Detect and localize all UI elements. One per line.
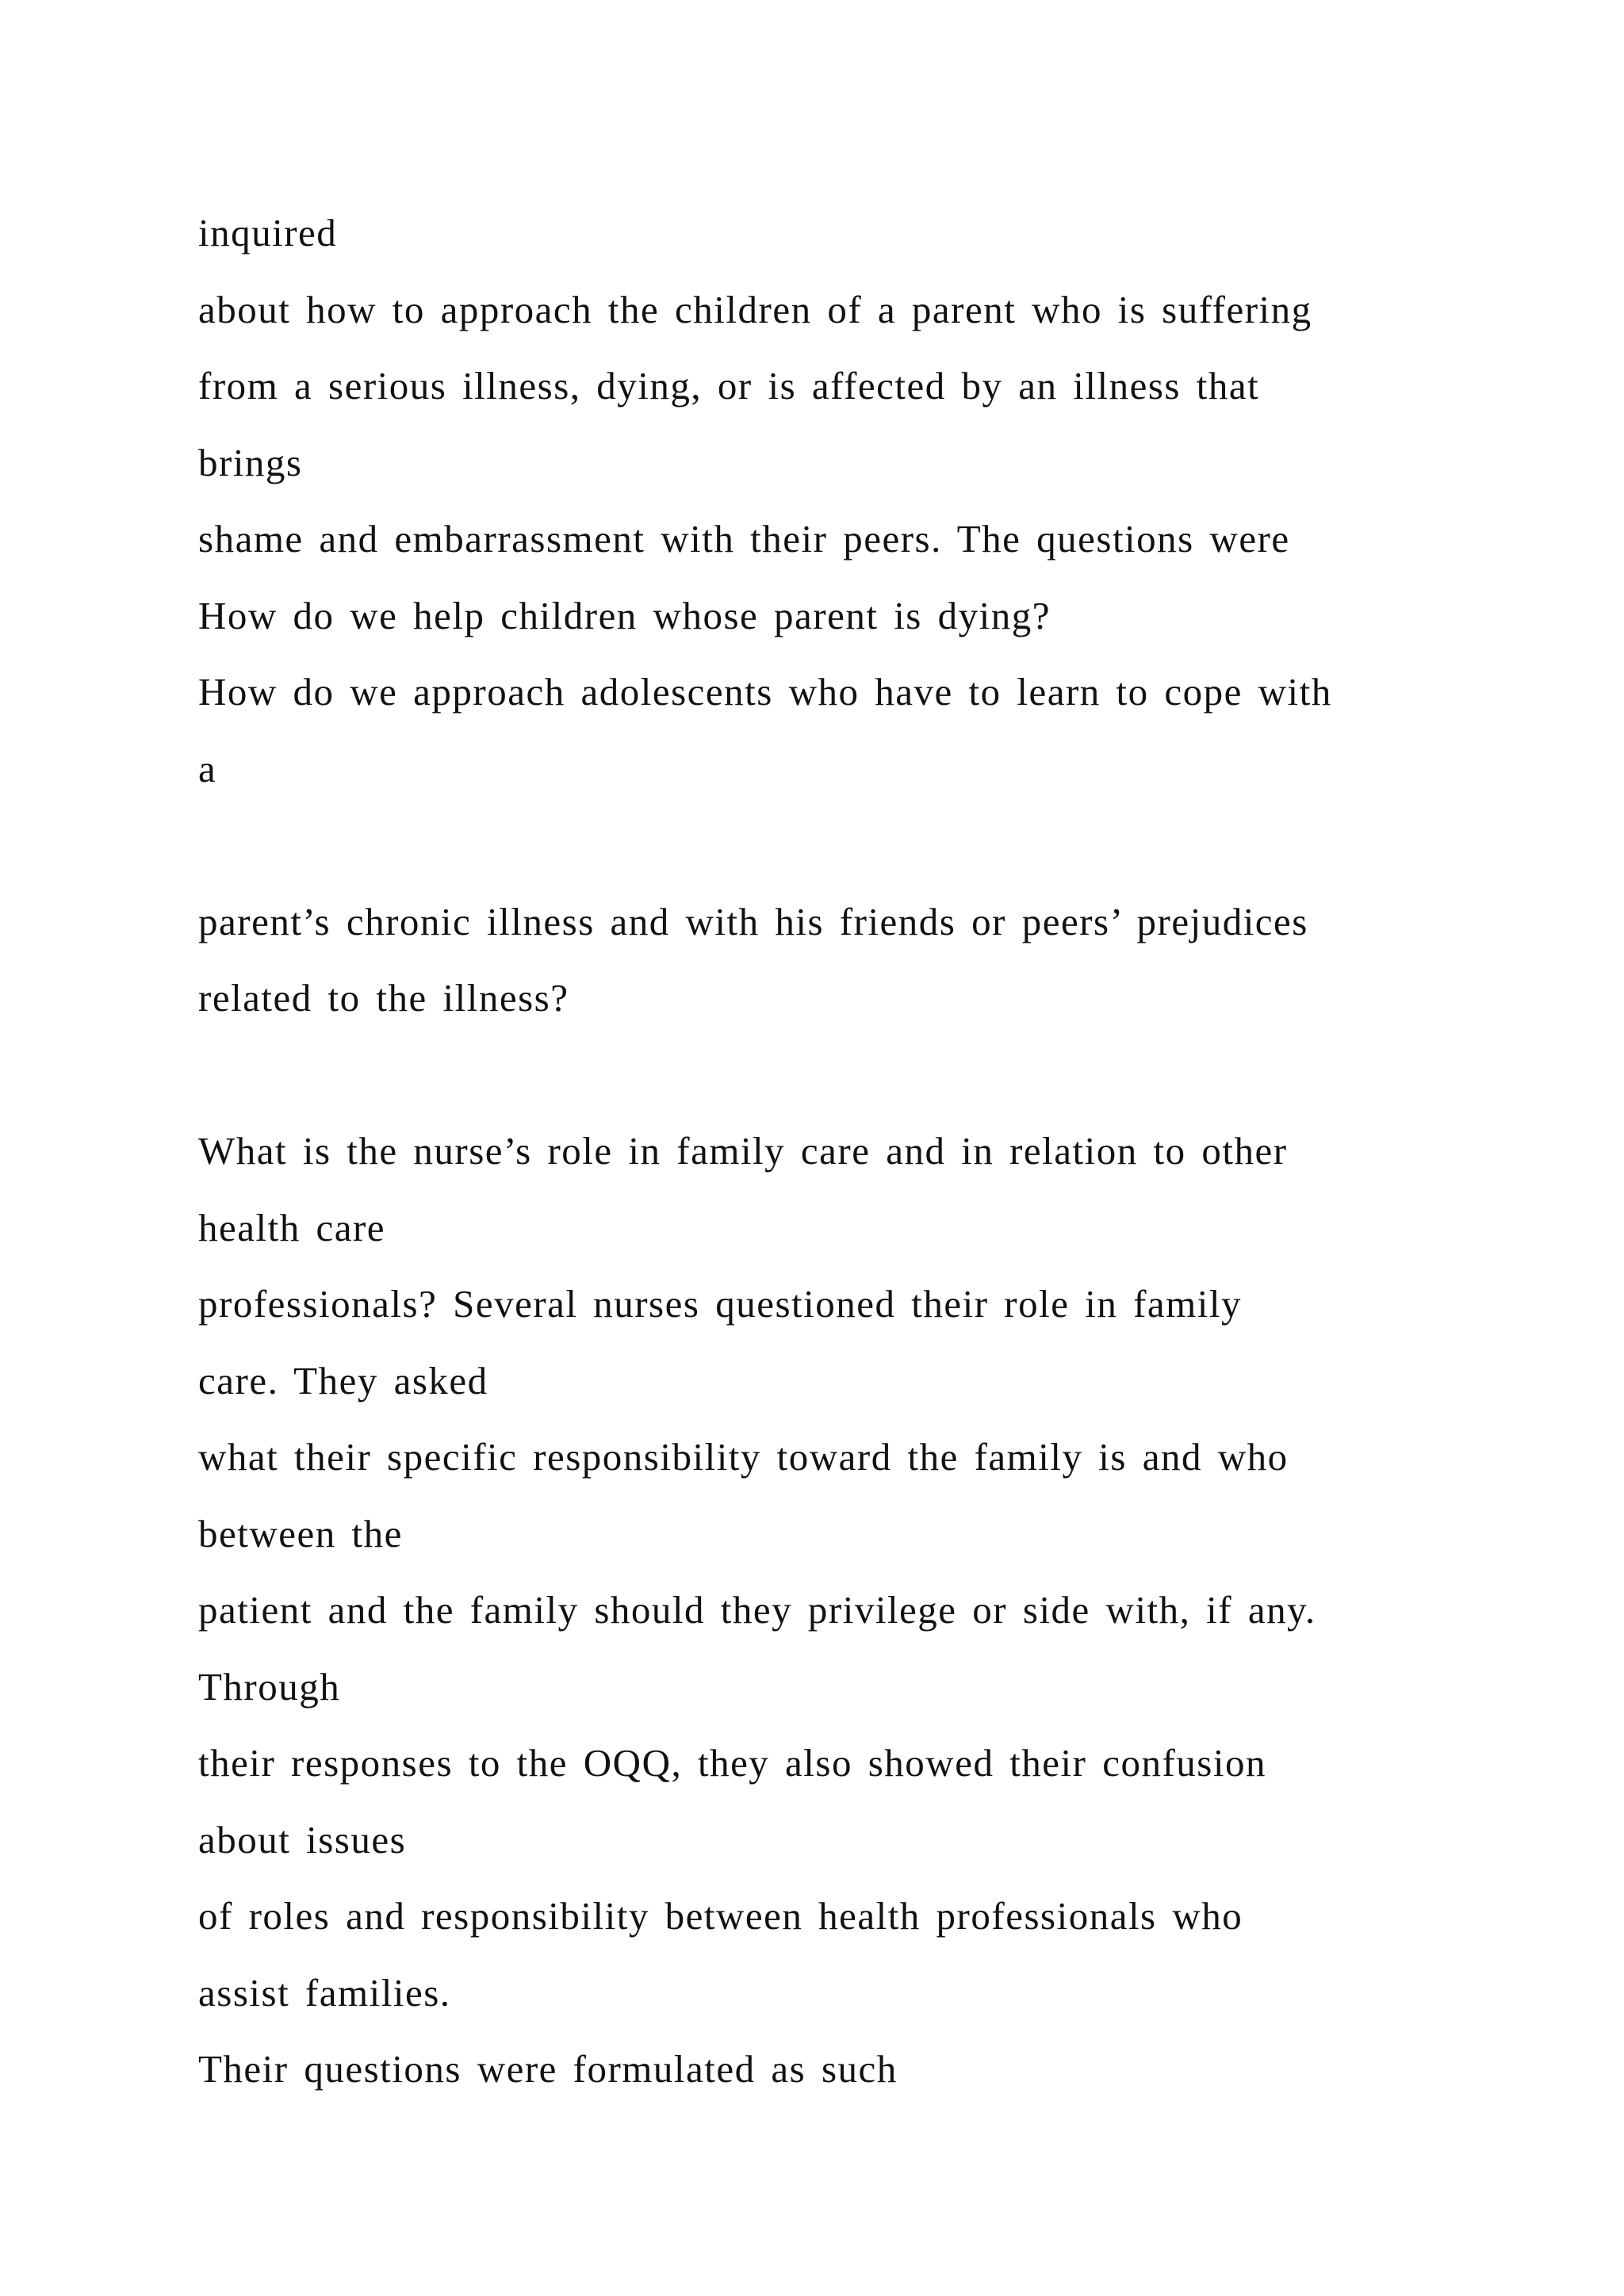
text-line: their responses to the OQQ, they also showed their confusion <box>198 1741 1266 1785</box>
text-line: what their specific responsibility toward the family is and who <box>198 1435 1289 1479</box>
text-line: from a serious illness, dying, or is affected by an illness that <box>198 364 1260 408</box>
text-line: What is the nurse’s role in family care and in relation to other <box>198 1129 1288 1173</box>
blank-line <box>198 807 1546 884</box>
text-line: about issues <box>198 1817 407 1862</box>
text-line: brings <box>198 440 303 484</box>
text-line: between the <box>198 1511 403 1556</box>
text-line: assist families. <box>198 1970 451 2015</box>
text-line: Their questions were formulated as such <box>198 2047 898 2091</box>
text-line: health care <box>198 1205 386 1249</box>
text-line: care. They asked <box>198 1358 488 1402</box>
text-line: a <box>198 746 217 790</box>
text-line: How do we help children whose parent is dying? <box>198 593 1051 637</box>
text-line: Through <box>198 1664 341 1709</box>
text-line: inquired <box>198 211 338 254</box>
blank-line <box>198 1037 1546 1114</box>
text-line: related to the illness? <box>198 976 569 1020</box>
text-line: professionals? Several nurses questioned their role in family <box>198 1282 1242 1326</box>
text-line: shame and embarrassment with their peers. The questions were <box>198 517 1290 561</box>
text-line: of roles and responsibility between health professionals who <box>198 1894 1243 1938</box>
text-line: How do we approach adolescents who have to learn to cope with <box>198 670 1332 714</box>
text-line: about how to approach the children of a parent who is suffering <box>198 287 1312 331</box>
text-line: parent’s chronic illness and with his friends or peers’ prejudices <box>198 899 1308 943</box>
body-text <box>198 195 1546 2108</box>
text-line: patient and the family should they privilege or side with, if any. <box>198 1588 1316 1632</box>
